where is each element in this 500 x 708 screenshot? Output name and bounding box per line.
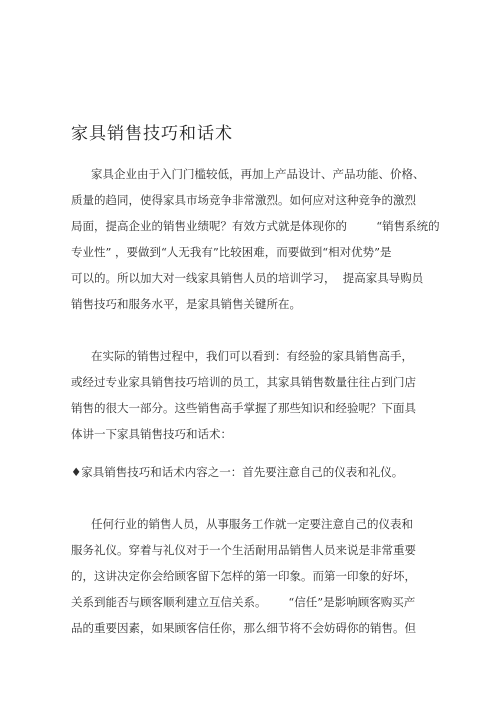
paragraph-line: 品的重要因素，如果顾客信任你，那么细节将不会妨碍你的销售。但 [71, 621, 416, 635]
paragraph-line: 专业性” ，要做到“人无我有”比较困难，而要做到“相对优势”是 [71, 245, 392, 259]
paragraph-line: 家具企业由于入门门槛较低，再加上产品设计、产品功能、价格、 [91, 167, 425, 181]
paragraph-line: 在实际的销售过程中，我们可以看到：有经验的家具销售高手， [91, 349, 413, 363]
paragraph-line: 销售技巧和服务水平，是家具销售关键所在。 [71, 297, 301, 311]
paragraph-line: 体讲一下家具销售技巧和话术： [71, 427, 232, 441]
paragraph-line: 质量的趋同，使得家具市场竞争非常激烈。如何应对这种竞争的激烈 [71, 193, 416, 207]
paragraph-line: 服务礼仪。穿着与礼仪对于一个生活耐用品销售人员来说是非常重要 [71, 543, 416, 557]
paragraph-line: 任何行业的销售人员，从事服务工作就一定要注意自己的仪表和 [91, 517, 413, 531]
bullet-point: ♦家具销售技巧和话术内容之一：首先要注意自己的仪表和礼仪。 [71, 465, 404, 479]
paragraph-line: 局面，提高企业的销售业绩呢？有效方式就是体现你的 “销售系统的 [71, 219, 440, 233]
paragraph-line: 或经过专业家具销售技巧培训的员工，其家具销售数量往往占到门店 [71, 375, 416, 389]
paragraph-line: 的，这讲决定你会给顾客留下怎样的第一印象。而第一印象的好坏， [71, 569, 416, 583]
paragraph-line: 销售的很大一部分。这些销售高手掌握了那些知识和经验呢？下面具 [71, 401, 416, 415]
page-title: 家具销售技巧和话术 [71, 124, 233, 144]
paragraph-line: 关系到能否与顾客顺利建立互信关系。 “信任”是影响顾客购买产 [71, 595, 416, 609]
paragraph-line: 可以的。所以加大对一线家具销售人员的培训学习， 提高家具导购员 [71, 271, 424, 285]
